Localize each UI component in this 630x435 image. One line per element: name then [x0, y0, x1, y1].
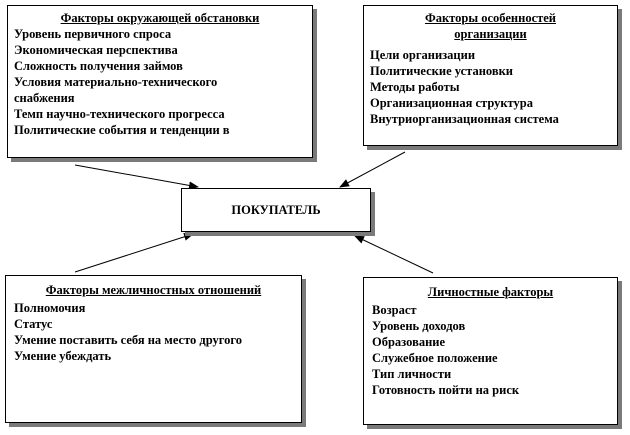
organization-factor-item: Политические установки: [370, 64, 513, 78]
arrow-interpersonal-to-buyer: [75, 234, 193, 272]
organization-factor-item: Цели организации: [370, 48, 476, 62]
personal-factor-item: Уровень доходов: [372, 319, 466, 333]
arrow-personal-to-buyer: [355, 236, 433, 273]
environment-factor-item: Уровень первичного спроса: [14, 27, 172, 41]
personal-factor-item: Готовность пойти на риск: [372, 383, 520, 397]
personal-factors-title: Личностные факторы: [427, 285, 554, 299]
arrow-organization-to-buyer: [340, 152, 405, 187]
environment-factors-box: [7, 5, 313, 158]
environment-factor-item: Условия материально-технического снабжения: [14, 75, 218, 105]
organization-title-line2: организации: [454, 27, 527, 41]
environment-factor-item: Сложность получения займов: [14, 59, 183, 73]
environment-factor-item: Темп научно-технического прогресса: [14, 107, 225, 121]
personal-factor-item: Тип личности: [372, 367, 452, 381]
personal-factor-item: Образование: [372, 335, 446, 349]
interpersonal-factors-title: Факторы межличностных отношений: [45, 283, 262, 297]
interpersonal-factor-item: Умение убеждать: [14, 349, 112, 363]
interpersonal-factor-item: Статус: [14, 317, 53, 331]
organization-factor-item: Внутриорганизационная система: [370, 112, 559, 126]
buyer-label: ПОКУПАТЕЛЬ: [231, 202, 321, 217]
organization-factors-title: [370, 10, 611, 42]
environment-factors-title: Факторы окружающей обстановки: [60, 11, 260, 25]
environment-factor-item: Экономическая перспектива: [14, 43, 178, 57]
organization-title-line1: Факторы особенностей: [424, 11, 557, 25]
personal-factor-item: Служебное положение: [372, 351, 498, 365]
personal-factors-box: [363, 277, 618, 425]
environment-factor-item: Политические события и тенденции в: [14, 123, 230, 137]
organization-factors-box: [363, 5, 618, 146]
interpersonal-factor-item: Полномочия: [14, 301, 86, 315]
interpersonal-factors-box: [5, 275, 302, 423]
organization-factor-item: Методы работы: [370, 80, 460, 94]
buyer-box: [181, 188, 371, 232]
organization-factor-item: Организационная структура: [370, 96, 533, 110]
arrow-environment-to-buyer: [75, 165, 198, 187]
personal-factor-item: Возраст: [372, 303, 417, 317]
interpersonal-factor-item: Умение поставить себя на место другого: [14, 333, 243, 347]
